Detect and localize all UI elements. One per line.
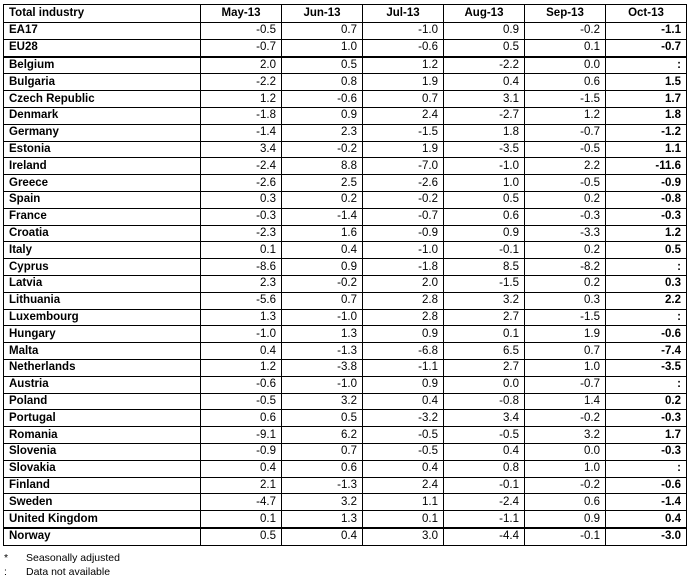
value-cell: -1.4: [282, 208, 363, 225]
value-cell: -0.5: [525, 141, 606, 158]
table-row: [4, 511, 687, 528]
value-cell: -1.0: [444, 158, 525, 175]
table-row: [4, 443, 687, 460]
table-row: [4, 393, 687, 410]
value-cell: 3.1: [444, 91, 525, 108]
table-row: [4, 427, 687, 444]
value-cell: 0.3: [201, 191, 282, 208]
value-cell: -0.5: [363, 427, 444, 444]
value-cell: 1.0: [525, 359, 606, 376]
row-label: Austria: [4, 376, 201, 393]
row-label: United Kingdom: [4, 511, 201, 528]
value-cell: :: [606, 376, 687, 393]
table-row: [4, 376, 687, 393]
value-cell: 2.4: [363, 107, 444, 124]
value-cell: -0.2: [282, 275, 363, 292]
value-cell: 0.8: [444, 460, 525, 477]
value-cell: 0.5: [444, 191, 525, 208]
value-cell: -1.0: [201, 326, 282, 343]
value-cell: -11.6: [606, 158, 687, 175]
value-cell: 1.8: [444, 124, 525, 141]
value-cell: 2.0: [201, 57, 282, 74]
value-cell: -1.1: [363, 359, 444, 376]
value-cell: 0.4: [201, 460, 282, 477]
value-cell: 0.8: [282, 74, 363, 91]
header-sep-13: Sep-13: [525, 5, 606, 23]
row-label: Latvia: [4, 275, 201, 292]
value-cell: 0.1: [201, 511, 282, 528]
value-cell: 3.2: [525, 427, 606, 444]
value-cell: -0.6: [363, 39, 444, 56]
table-row: [4, 343, 687, 360]
row-label: Hungary: [4, 326, 201, 343]
value-cell: -3.2: [363, 410, 444, 427]
row-label: Malta: [4, 343, 201, 360]
value-cell: -2.4: [201, 158, 282, 175]
row-label: Estonia: [4, 141, 201, 158]
footnote-seasonally-adjusted: [4, 552, 120, 566]
table-row: [4, 141, 687, 158]
value-cell: 1.7: [606, 91, 687, 108]
value-cell: 2.5: [282, 175, 363, 192]
value-cell: -1.1: [444, 511, 525, 528]
value-cell: -1.3: [282, 477, 363, 494]
value-cell: 0.5: [444, 39, 525, 56]
value-cell: 1.2: [201, 359, 282, 376]
value-cell: 0.0: [525, 57, 606, 74]
value-cell: -0.6: [606, 477, 687, 494]
footnote-data-not-available: [4, 566, 120, 580]
value-cell: -0.7: [363, 208, 444, 225]
row-label: Ireland: [4, 158, 201, 175]
value-cell: -1.4: [606, 494, 687, 511]
row-label: Denmark: [4, 107, 201, 124]
value-cell: 2.1: [201, 477, 282, 494]
row-label: Germany: [4, 124, 201, 141]
value-cell: 8.8: [282, 158, 363, 175]
row-label: Netherlands: [4, 359, 201, 376]
value-cell: -2.2: [444, 57, 525, 74]
value-cell: 0.4: [282, 528, 363, 545]
row-label: Slovenia: [4, 443, 201, 460]
value-cell: 8.5: [444, 259, 525, 276]
value-cell: -0.1: [525, 528, 606, 545]
value-cell: -1.5: [525, 309, 606, 326]
value-cell: -3.5: [606, 359, 687, 376]
row-label: Czech Republic: [4, 91, 201, 108]
row-label: Slovakia: [4, 460, 201, 477]
value-cell: 0.3: [525, 292, 606, 309]
value-cell: -1.1: [606, 23, 687, 40]
value-cell: 0.9: [525, 511, 606, 528]
table-row: [4, 410, 687, 427]
value-cell: 1.0: [282, 39, 363, 56]
value-cell: 1.8: [606, 107, 687, 124]
table-row: [4, 528, 687, 545]
value-cell: 0.1: [201, 242, 282, 259]
value-cell: -1.2: [606, 124, 687, 141]
value-cell: 0.6: [444, 208, 525, 225]
footnote-symbol: *: [4, 552, 9, 564]
value-cell: -7.0: [363, 158, 444, 175]
row-label: Romania: [4, 427, 201, 444]
value-cell: 2.3: [201, 275, 282, 292]
row-label: Lithuania: [4, 292, 201, 309]
footnotes: [4, 552, 120, 579]
value-cell: 0.4: [363, 393, 444, 410]
value-cell: 0.7: [525, 343, 606, 360]
value-cell: -8.6: [201, 259, 282, 276]
value-cell: -4.4: [444, 528, 525, 545]
table-row: [4, 23, 687, 40]
row-label: EU28: [4, 39, 201, 56]
value-cell: -1.5: [363, 124, 444, 141]
value-cell: 0.3: [606, 275, 687, 292]
value-cell: 0.4: [201, 343, 282, 360]
value-cell: 1.2: [363, 57, 444, 74]
value-cell: 1.4: [525, 393, 606, 410]
row-label: Sweden: [4, 494, 201, 511]
value-cell: -2.7: [444, 107, 525, 124]
table-row: [4, 275, 687, 292]
value-cell: 1.3: [282, 511, 363, 528]
value-cell: -0.2: [525, 410, 606, 427]
value-cell: 0.1: [444, 326, 525, 343]
value-cell: 0.6: [525, 494, 606, 511]
value-cell: 0.7: [363, 91, 444, 108]
value-cell: -0.8: [444, 393, 525, 410]
value-cell: 0.9: [282, 107, 363, 124]
value-cell: -3.3: [525, 225, 606, 242]
value-cell: 1.2: [606, 225, 687, 242]
value-cell: -9.1: [201, 427, 282, 444]
value-cell: -1.0: [363, 242, 444, 259]
value-cell: -0.2: [282, 141, 363, 158]
value-cell: 0.5: [606, 242, 687, 259]
footnote-text: Data not available: [26, 565, 111, 578]
row-label: Norway: [4, 528, 201, 545]
value-cell: -0.5: [201, 393, 282, 410]
value-cell: -2.3: [201, 225, 282, 242]
value-cell: :: [606, 460, 687, 477]
value-cell: -0.7: [525, 124, 606, 141]
value-cell: 3.2: [282, 494, 363, 511]
value-cell: -6.8: [363, 343, 444, 360]
value-cell: 0.9: [282, 259, 363, 276]
table-row: [4, 359, 687, 376]
value-cell: 0.2: [525, 275, 606, 292]
header-jul-13: Jul-13: [363, 5, 444, 23]
header-total-industry: Total industry: [4, 5, 201, 23]
value-cell: 0.5: [282, 410, 363, 427]
value-cell: 0.2: [606, 393, 687, 410]
value-cell: 0.2: [525, 191, 606, 208]
value-cell: :: [606, 259, 687, 276]
value-cell: -0.7: [606, 39, 687, 56]
value-cell: -0.2: [525, 23, 606, 40]
value-cell: -1.3: [282, 343, 363, 360]
value-cell: -7.4: [606, 343, 687, 360]
value-cell: 1.7: [606, 427, 687, 444]
value-cell: 1.1: [606, 141, 687, 158]
value-cell: -0.8: [606, 191, 687, 208]
value-cell: -1.0: [363, 23, 444, 40]
value-cell: -1.4: [201, 124, 282, 141]
table-row: [4, 309, 687, 326]
value-cell: -8.2: [525, 259, 606, 276]
value-cell: -4.7: [201, 494, 282, 511]
value-cell: 3.4: [201, 141, 282, 158]
value-cell: 2.8: [363, 292, 444, 309]
header-aug-13: Aug-13: [444, 5, 525, 23]
value-cell: 0.9: [444, 23, 525, 40]
table-row: [4, 57, 687, 74]
value-cell: 0.7: [282, 292, 363, 309]
value-cell: -0.5: [363, 443, 444, 460]
value-cell: -3.5: [444, 141, 525, 158]
value-cell: -0.3: [606, 443, 687, 460]
value-cell: 0.4: [282, 242, 363, 259]
value-cell: 0.1: [525, 39, 606, 56]
value-cell: -0.7: [525, 376, 606, 393]
value-cell: -0.6: [201, 376, 282, 393]
value-cell: 1.9: [525, 326, 606, 343]
value-cell: 0.9: [363, 376, 444, 393]
value-cell: 0.7: [282, 23, 363, 40]
value-cell: -1.0: [282, 376, 363, 393]
value-cell: 2.8: [363, 309, 444, 326]
value-cell: 0.7: [282, 443, 363, 460]
value-cell: -0.9: [363, 225, 444, 242]
row-label: Luxembourg: [4, 309, 201, 326]
value-cell: -1.8: [363, 259, 444, 276]
value-cell: 2.4: [363, 477, 444, 494]
header-may-13: May-13: [201, 5, 282, 23]
table-row: [4, 292, 687, 309]
table-row: [4, 326, 687, 343]
value-cell: -0.2: [525, 477, 606, 494]
value-cell: -3.8: [282, 359, 363, 376]
value-cell: -0.3: [201, 208, 282, 225]
value-cell: 1.3: [201, 309, 282, 326]
table-row: [4, 208, 687, 225]
value-cell: 0.2: [525, 242, 606, 259]
table-row: [4, 124, 687, 141]
table-row: [4, 74, 687, 91]
value-cell: :: [606, 57, 687, 74]
value-cell: 2.7: [444, 359, 525, 376]
value-cell: -0.2: [363, 191, 444, 208]
table-row: [4, 158, 687, 175]
value-cell: 2.7: [444, 309, 525, 326]
value-cell: 2.2: [606, 292, 687, 309]
table-row: [4, 175, 687, 192]
value-cell: 0.2: [282, 191, 363, 208]
value-cell: -0.9: [606, 175, 687, 192]
value-cell: -0.6: [282, 91, 363, 108]
value-cell: -0.5: [444, 427, 525, 444]
row-label: Greece: [4, 175, 201, 192]
value-cell: 3.2: [444, 292, 525, 309]
footnote-text: Seasonally adjusted: [26, 552, 120, 564]
table-row: [4, 91, 687, 108]
value-cell: -0.9: [201, 443, 282, 460]
value-cell: -2.6: [363, 175, 444, 192]
table-row: [4, 191, 687, 208]
value-cell: 2.2: [525, 158, 606, 175]
value-cell: -0.3: [525, 208, 606, 225]
value-cell: 0.6: [201, 410, 282, 427]
value-cell: 1.9: [363, 141, 444, 158]
table-row: [4, 242, 687, 259]
table-row: [4, 39, 687, 56]
value-cell: :: [606, 309, 687, 326]
header-row: [4, 5, 687, 23]
value-cell: -3.0: [606, 528, 687, 545]
value-cell: 0.4: [444, 443, 525, 460]
row-label: France: [4, 208, 201, 225]
row-label: Croatia: [4, 225, 201, 242]
value-cell: -5.6: [201, 292, 282, 309]
row-label: Cyprus: [4, 259, 201, 276]
value-cell: 3.2: [282, 393, 363, 410]
value-cell: 1.2: [525, 107, 606, 124]
value-cell: 1.2: [201, 91, 282, 108]
value-cell: 0.4: [363, 460, 444, 477]
value-cell: 2.3: [282, 124, 363, 141]
value-cell: 6.2: [282, 427, 363, 444]
value-cell: -1.0: [282, 309, 363, 326]
table-row: [4, 225, 687, 242]
table-row: [4, 259, 687, 276]
value-cell: 0.6: [282, 460, 363, 477]
value-cell: 1.0: [444, 175, 525, 192]
value-cell: 0.1: [363, 511, 444, 528]
row-label: Belgium: [4, 57, 201, 74]
value-cell: -0.5: [201, 23, 282, 40]
value-cell: 0.9: [444, 225, 525, 242]
value-cell: -1.5: [444, 275, 525, 292]
row-label: EA17: [4, 23, 201, 40]
value-cell: 0.4: [444, 74, 525, 91]
value-cell: 0.9: [363, 326, 444, 343]
data-table-container: [3, 4, 687, 546]
table-row: [4, 107, 687, 124]
value-cell: -2.4: [444, 494, 525, 511]
table-row: [4, 477, 687, 494]
header-oct-13: Oct-13: [606, 5, 687, 23]
value-cell: -0.3: [606, 208, 687, 225]
row-label: Italy: [4, 242, 201, 259]
value-cell: 6.5: [444, 343, 525, 360]
value-cell: 1.3: [282, 326, 363, 343]
row-label: Spain: [4, 191, 201, 208]
value-cell: -1.8: [201, 107, 282, 124]
value-cell: 0.4: [606, 511, 687, 528]
value-cell: -2.2: [201, 74, 282, 91]
table-row: [4, 460, 687, 477]
value-cell: -1.5: [525, 91, 606, 108]
value-cell: 0.5: [201, 528, 282, 545]
value-cell: 1.5: [606, 74, 687, 91]
value-cell: 1.6: [282, 225, 363, 242]
value-cell: 0.0: [525, 443, 606, 460]
value-cell: -0.1: [444, 477, 525, 494]
value-cell: 3.4: [444, 410, 525, 427]
table-row: [4, 494, 687, 511]
value-cell: -0.6: [606, 326, 687, 343]
value-cell: 1.9: [363, 74, 444, 91]
row-label: Bulgaria: [4, 74, 201, 91]
value-cell: 0.6: [525, 74, 606, 91]
value-cell: 1.1: [363, 494, 444, 511]
footnote-symbol: :: [4, 565, 7, 578]
industrial-production-table: [3, 4, 687, 546]
row-label: Poland: [4, 393, 201, 410]
value-cell: 0.5: [282, 57, 363, 74]
header-jun-13: Jun-13: [282, 5, 363, 23]
value-cell: -0.7: [201, 39, 282, 56]
value-cell: 2.0: [363, 275, 444, 292]
value-cell: 0.0: [444, 376, 525, 393]
value-cell: -0.5: [525, 175, 606, 192]
row-label: Portugal: [4, 410, 201, 427]
value-cell: -2.6: [201, 175, 282, 192]
value-cell: 3.0: [363, 528, 444, 545]
value-cell: -0.3: [606, 410, 687, 427]
value-cell: 1.0: [525, 460, 606, 477]
value-cell: -0.1: [444, 242, 525, 259]
row-label: Finland: [4, 477, 201, 494]
